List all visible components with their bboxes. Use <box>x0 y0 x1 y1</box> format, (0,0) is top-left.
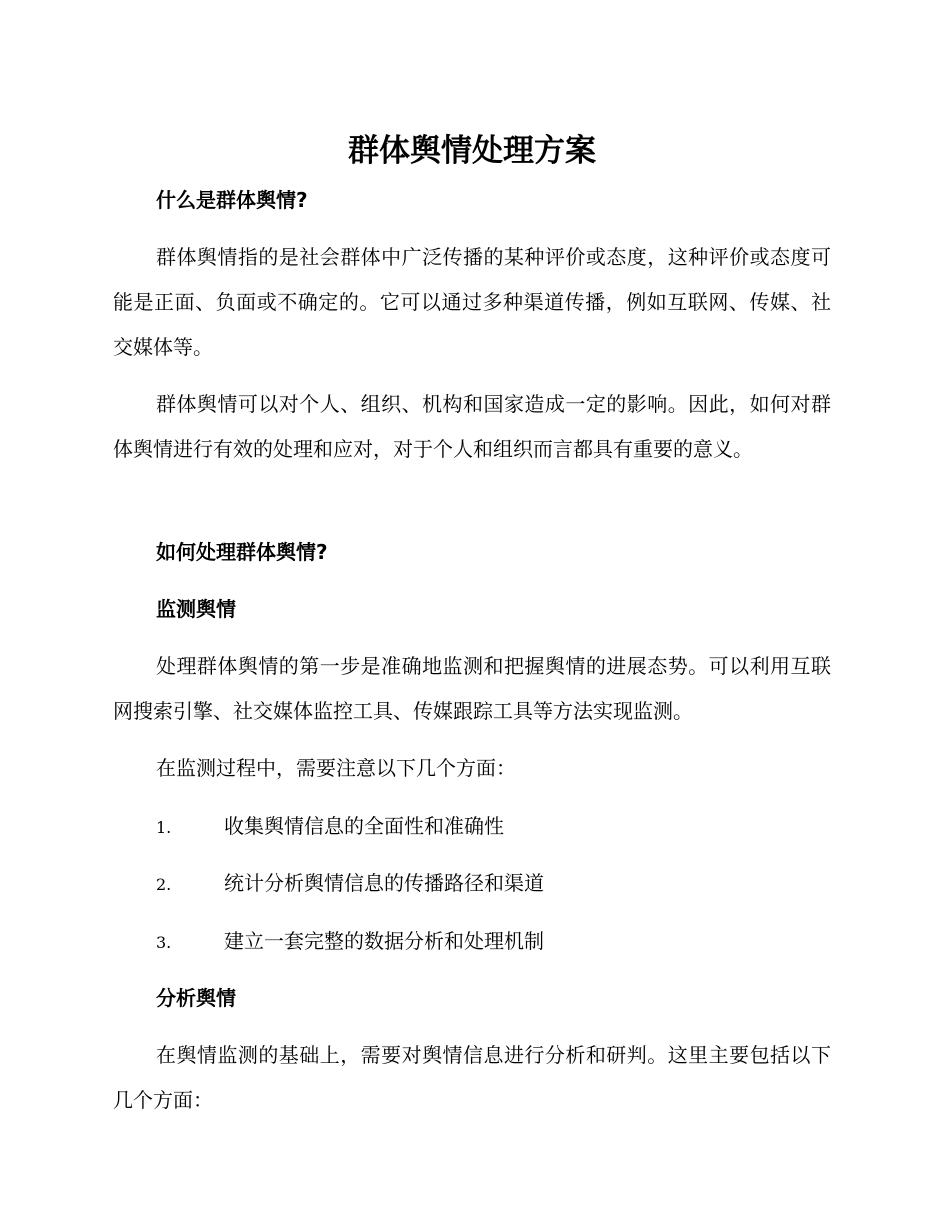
paragraph-what-1: 群体舆情指的是社会群体中广泛传播的某种评价或态度，这种评价或态度可能是正面、负面或不确定的。它可以通过多种渠道传播，例如互联网、传媒、社交媒体等。 <box>113 245 831 359</box>
subsection-heading-analyze: 分析舆情 <box>156 986 236 1010</box>
section-heading-what: 什么是群体舆情? <box>156 188 308 212</box>
subsection-heading-monitor: 监测舆情 <box>156 597 236 621</box>
list-item <box>156 927 544 957</box>
paragraph-what-2: 群体舆情可以对个人、组织、机构和国家造成一定的影响。因此，如何对群体舆情进行有效的处理和应对，对于个人和组织而言都具有重要的意义。 <box>113 392 831 461</box>
section-heading-how: 如何处理群体舆情? <box>156 540 328 564</box>
list-item <box>156 869 544 899</box>
list-text: 收集舆情信息的全面性和准确性 <box>224 814 504 838</box>
list-item <box>156 812 504 842</box>
paragraph-monitor-1: 处理群体舆情的第一步是准确地监测和把握舆情的进展态势。可以利用互联网搜索引擎、社交媒体监控工具、传媒跟踪工具等方法实现监测。 <box>113 654 831 723</box>
list-text: 统计分析舆情信息的传播路径和渠道 <box>224 871 544 895</box>
list-number: 3. <box>156 933 172 952</box>
list-number: 1. <box>156 818 172 837</box>
list-text: 建立一套完整的数据分析和处理机制 <box>224 929 544 953</box>
paragraph-analyze-1: 在舆情监测的基础上，需要对舆情信息进行分析和研判。这里主要包括以下几个方面： <box>113 1043 831 1112</box>
paragraph-monitor-2: 在监测过程中，需要注意以下几个方面： <box>156 756 516 780</box>
document-title: 群体舆情处理方案 <box>348 133 596 169</box>
list-number: 2. <box>156 875 172 894</box>
